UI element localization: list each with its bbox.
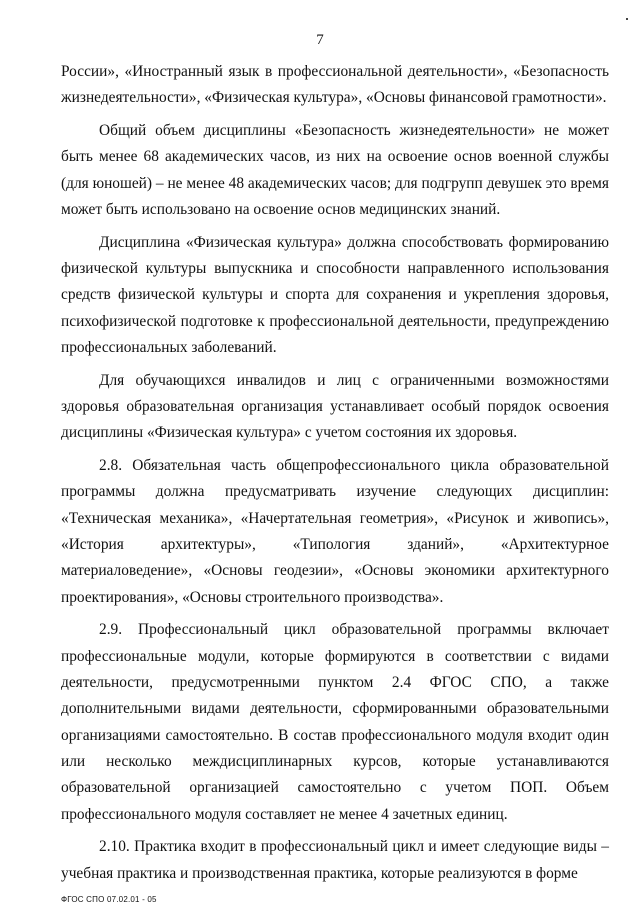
footer-document-code: ФГОС СПО 07.02.01 - 05	[61, 895, 157, 904]
paragraph-2-10: 2.10. Практика входит в профессиональный цикл и имеет следующие виды – учебная практика и производственная практика, которые реализуются в форме	[61, 838, 609, 882]
paragraph-bzh-volume: Общий объем дисциплины «Безопасность жизнедеятельности» не может быть менее 68 академических часов, из них на освоение основ военной службы (для юношей) – не менее 48 академических часов; для подгрупп девушек это время может быть использовано на освоение основ медицинских знаний.	[61, 122, 609, 218]
paragraph-continuation: России», «Иностранный язык в профессиональной деятельности», «Безопасность жизнедеятельности», «Физическая культура», «Основы финансовой грамотности».	[61, 63, 609, 107]
paragraph-physical-culture: Дисциплина «Физическая культура» должна способствовать формированию физической культуры выпускника и способности направленного использования средств физической культуры и спорта для сохранения и укрепления здоровья, психофизической подготовке к профессиональной деятельности, предупреждению профессиональных заболеваний.	[61, 233, 609, 356]
paragraph-2-8: 2.8. Обязательная часть общепрофессионального цикла образовательной программы должна предусматривать изучение следующих дисциплин: «Техническая механика», «Начертательная геометрия», «Рисунок и живопись», «История архитектуры», «Типология зданий», «Архитектурное материаловедение», «Основы геодезии», «Основы экономики архитектурного проектирования», «Основы строительного производства».	[61, 457, 609, 606]
page-number: 7	[316, 32, 324, 48]
paragraph-2-9: 2.9. Профессиональный цикл образовательной программы включает профессиональные модули, которые формируются в соответствии с видами деятельности, предусмотренными пунктом 2.4 ФГОС СПО, а также дополнительными видами деятельности, сформированными образовательными организациями самостоятельно. В состав профессионального модуля входит один или несколько междисциплинарных курсов, которые устанавливаются образовательной организацией самостоятельно с учетом ПОП. Объем профессионального модуля составляет не менее 4 зачетных единиц.	[61, 621, 609, 823]
paragraph-disabled-students: Для обучающихся инвалидов и лиц с ограниченными возможностями здоровья образовательная организация устанавливает особый порядок освоения дисциплины «Физическая культура» с учетом состояния их здоровья.	[61, 371, 609, 442]
scan-mark	[626, 18, 628, 20]
document-body	[61, 59, 609, 893]
